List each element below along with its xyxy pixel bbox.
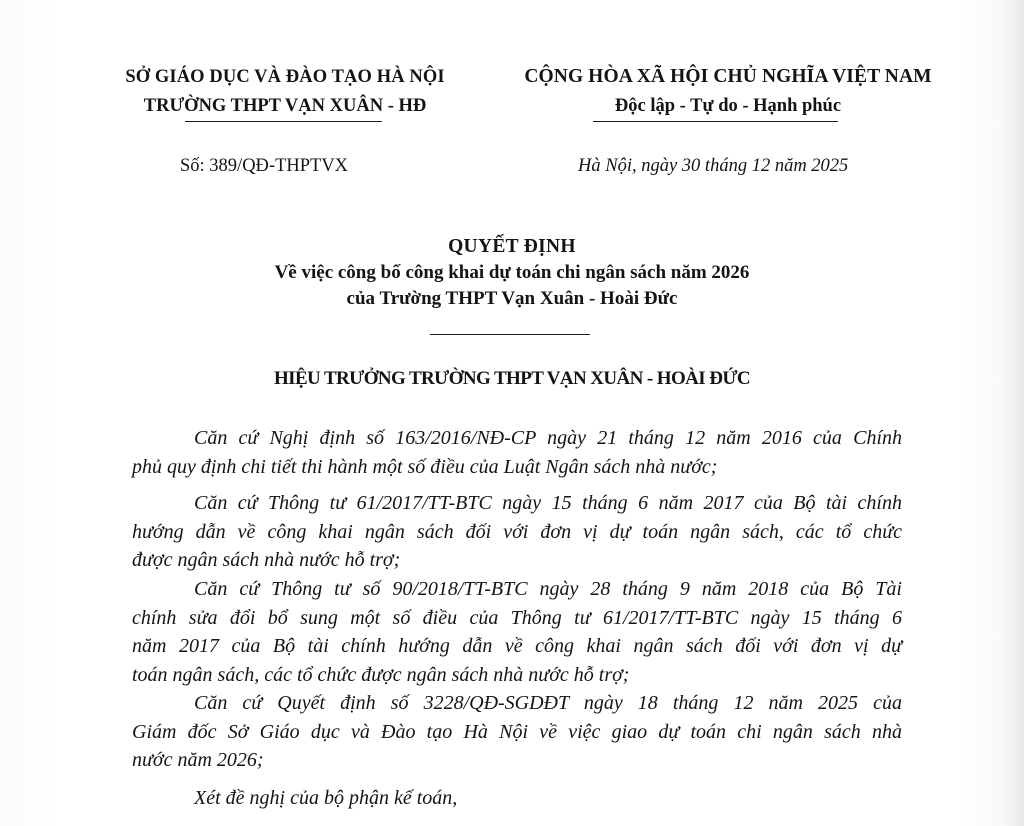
- agency-school: TRƯỜNG THPT VẠN XUÂN - HĐ: [143, 96, 427, 116]
- paragraph-line: Căn cứ Nghị định số 163/2016/NĐ-CP ngày 21 tháng 12 năm 2016 của Chính: [194, 427, 902, 449]
- legal-basis-paragraph-4: [132, 689, 902, 775]
- paragraph-line: phủ quy định chi tiết thi hành một số điều của Luật Ngân sách nhà nước;: [132, 455, 718, 478]
- document-title: [0, 234, 1024, 312]
- national-name: CỘNG HÒA XÃ HỘI CHỦ NGHĨA VIỆT NAM: [524, 66, 932, 87]
- issuing-authority: HIỆU TRƯỞNG TRƯỜNG THPT VẠN XUÂN - HOÀI ĐỨC: [274, 368, 750, 389]
- paragraph-line: toán ngân sách, các tổ chức được ngân sách nhà nước hỗ trợ;: [132, 663, 630, 686]
- legal-basis-paragraph-2: [132, 489, 902, 575]
- paragraph-line: Giám đốc Sở Giáo dục và Đào tạo Hà Nội về việc giao dự toán chi ngân sách nhà: [132, 720, 902, 743]
- national-motto: Độc lập - Tự do - Hạnh phúc: [614, 96, 842, 116]
- legal-basis-paragraph-3: [132, 575, 902, 689]
- paragraph-line: hướng dẫn về công khai ngân sách đối với đơn vị dự toán ngân sách, các tổ chức: [132, 520, 902, 543]
- paragraph-line: Xét đề nghị của bộ phận kế toán,: [194, 787, 458, 809]
- document-number: Số: 389/QĐ-THPTVX: [180, 156, 349, 176]
- place-and-date: Hà Nội, ngày 30 tháng 12 năm 2025: [578, 156, 849, 176]
- national-header: [498, 62, 958, 120]
- legal-basis-paragraph-1: [132, 424, 902, 481]
- paragraph-line: nước năm 2026;: [132, 749, 264, 771]
- agency-underline: [185, 121, 382, 122]
- motto-underline: [593, 121, 838, 122]
- issuing-agency-header: [100, 62, 470, 120]
- title-subject-line1: Về việc công bố công khai dự toán chi ngân sách năm 2026: [274, 262, 750, 283]
- proposal-paragraph: [132, 784, 902, 813]
- paragraph-line: Căn cứ Thông tư số 90/2018/TT-BTC ngày 28 tháng 9 năm 2018 của Bộ Tài: [194, 578, 902, 600]
- page-edge-shadow: [1002, 0, 1024, 826]
- paragraph-line: được ngân sách nhà nước hỗ trợ;: [132, 549, 401, 571]
- paragraph-line: chính sửa đổi bổ sung một số điều của Thông tư 61/2017/TT-BTC ngày 15 tháng 6: [132, 606, 902, 629]
- paragraph-line: Căn cứ Quyết định số 3228/QĐ-SGDĐT ngày 18 tháng 12 năm 2025 của: [194, 692, 902, 714]
- title-underline: [430, 334, 590, 335]
- paragraph-line: Căn cứ Thông tư 61/2017/TT-BTC ngày 15 tháng 6 năm 2017 của Bộ tài chính: [194, 492, 902, 514]
- paragraph-line: năm 2017 của Bộ tài chính hướng dẫn về công khai ngân sách đối với đơn vị dự: [132, 635, 902, 657]
- title-decision: QUYẾT ĐỊNH: [448, 236, 576, 257]
- agency-department: SỞ GIÁO DỤC VÀ ĐÀO TẠO HÀ NỘI: [125, 67, 445, 87]
- title-subject-line2: của Trường THPT Vạn Xuân - Hoài Đức: [346, 288, 678, 309]
